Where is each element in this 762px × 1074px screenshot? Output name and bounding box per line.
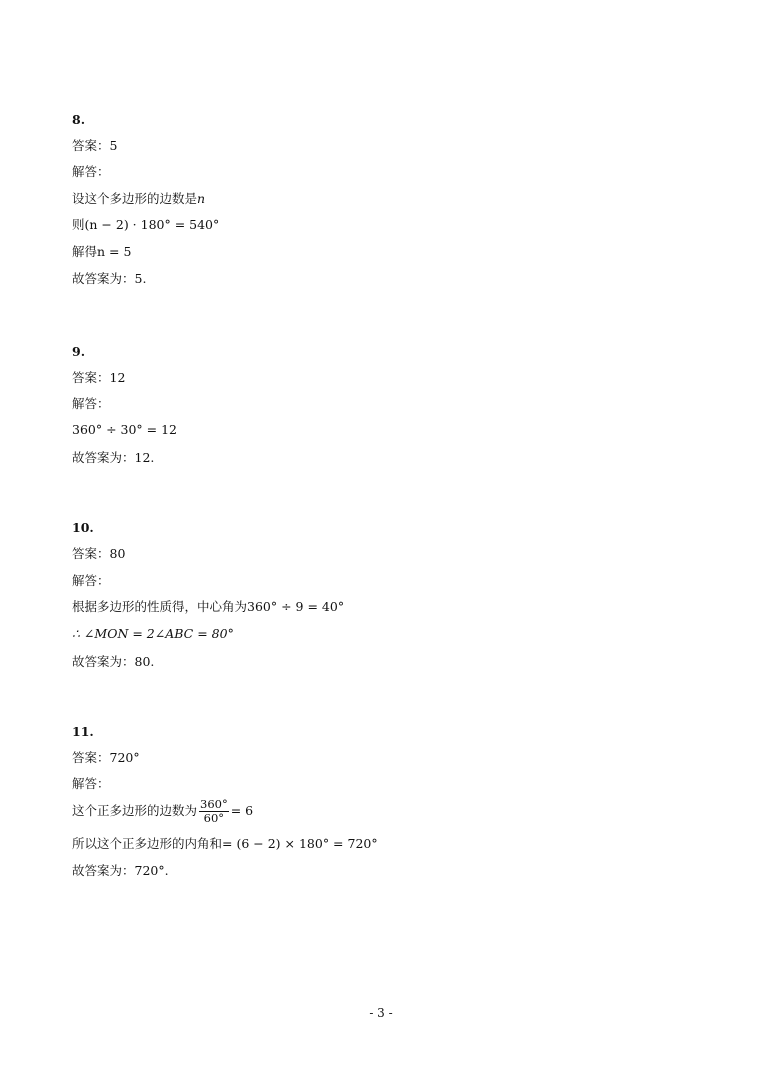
q8-line-2 <box>72 217 219 233</box>
q11-fraction-numerator: 360° <box>200 797 228 811</box>
q8-answer: 答案：5 <box>72 138 118 153</box>
q11-line-2 <box>72 836 378 852</box>
q8-line-2-text: 则 <box>72 217 85 232</box>
page-number: - 3 - <box>369 1006 393 1020</box>
q8-line-1-var: n <box>197 191 206 206</box>
q8-line-2-math: (n − 2) · 180° = 540° <box>84 217 220 232</box>
q10-line-1-text: 根据多边形的性质得，中心角为 <box>72 599 248 614</box>
q8-conclusion: 故答案为：5. <box>72 271 147 286</box>
q8-line-1 <box>72 191 205 207</box>
q11-line-2-text: 所以这个正多边形的内角和 <box>72 836 223 851</box>
q8-line-3-math: n = 5 <box>97 244 132 259</box>
q8-number: 8. <box>72 112 86 127</box>
q11-fraction <box>199 798 229 825</box>
q10-solution-label: 解答： <box>72 573 110 588</box>
q8-line-1-text: 设这个多边形的边数是 <box>72 191 198 206</box>
q11-number: 11. <box>72 724 94 739</box>
q11-line-1-tail: = 6 <box>230 803 254 818</box>
q11-solution-label: 解答： <box>72 776 110 791</box>
q10-number: 10. <box>72 520 94 535</box>
q9-solution-label: 解答： <box>72 396 110 411</box>
q11-line-1-text: 这个正多边形的边数为 <box>72 803 198 818</box>
q8-line-3-text: 解得 <box>72 244 98 259</box>
q9-formula: 360° ÷ 30° = 12 <box>72 422 178 437</box>
q10-line-1-math: 360° ÷ 9 = 40° <box>247 599 345 614</box>
q11-line-2-math: = (6 − 2) × 180° = 720° <box>222 836 378 851</box>
q9-conclusion: 故答案为：12. <box>72 450 155 465</box>
q8-line-3 <box>72 244 131 260</box>
q11-line-1 <box>72 798 253 825</box>
q9-answer: 答案：12 <box>72 370 126 385</box>
q11-answer: 答案：720° <box>72 750 140 765</box>
q8-solution-label: 解答： <box>72 164 110 179</box>
q10-conclusion: 故答案为：80. <box>72 654 155 669</box>
q11-conclusion: 故答案为：720°. <box>72 863 169 878</box>
q10-answer: 答案：80 <box>72 546 126 561</box>
q10-line-2: ∴ ∠MON = 2∠ABC = 80° <box>72 626 234 641</box>
q9-number: 9. <box>72 344 86 359</box>
q10-line-1 <box>72 599 344 615</box>
q11-fraction-denominator: 60° <box>203 811 225 825</box>
